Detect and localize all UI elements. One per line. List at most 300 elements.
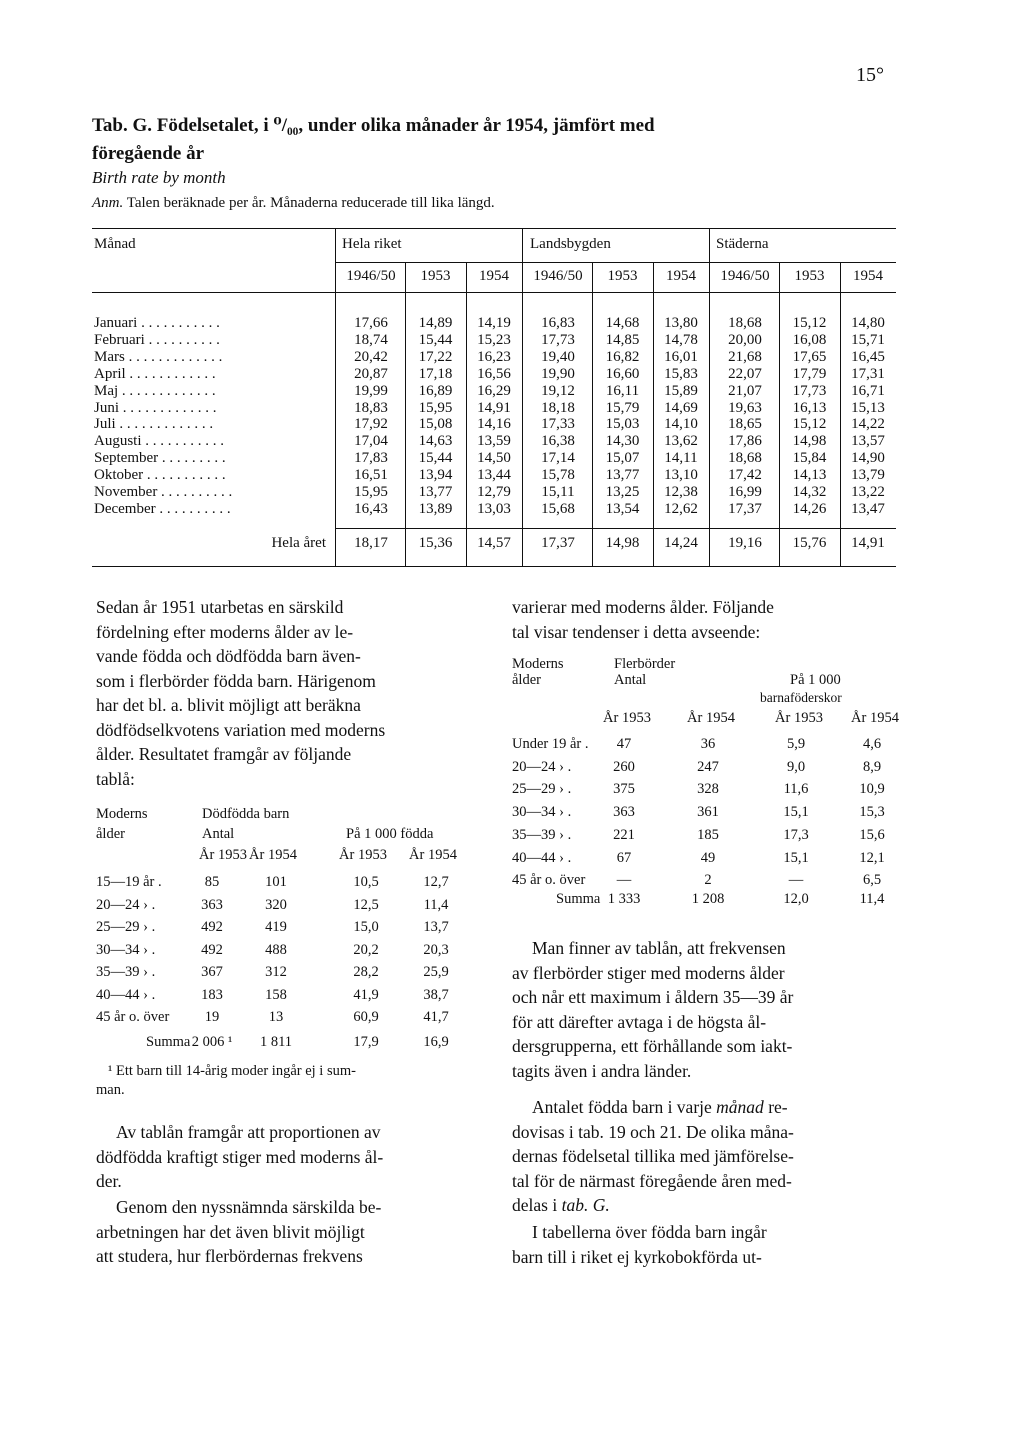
st-cell: 10,5	[353, 874, 379, 890]
col-divider	[840, 262, 841, 566]
mb-year-header: År 1953	[775, 710, 823, 726]
text-line: I tabellerna över födda barn ingår	[532, 1222, 767, 1242]
table-cell: 17,79	[792, 365, 827, 382]
year-header: 1953	[607, 268, 638, 284]
st-h-alder: ålder	[96, 826, 125, 842]
table-cell: 14,19	[477, 315, 511, 331]
table-cell: 15,13	[851, 399, 885, 416]
table-cell: 14,69	[664, 399, 698, 416]
table-cell: 16,45	[851, 348, 885, 365]
year-header: 1954	[853, 268, 883, 284]
table-cell: 19,40	[541, 348, 575, 365]
table-cell: 14,26	[792, 500, 827, 517]
text-line: tagits även i andra länder.	[512, 1060, 692, 1081]
table-cell: 16,01	[664, 348, 698, 365]
text-line: dernas födelsetal tillika med jämförelse-	[512, 1146, 794, 1166]
table-cell: 13,94	[418, 467, 453, 484]
text-line: dödfödselkvotens variation med moderns	[96, 719, 386, 740]
st-year-header: År 1954	[409, 847, 457, 863]
table-cell: 16,89	[418, 382, 453, 399]
age-label: 40—44 › .	[512, 849, 572, 866]
year-header: 1946/50	[533, 268, 583, 284]
table-cell: 17,14	[541, 450, 575, 467]
table-cell: 19,63	[728, 399, 762, 416]
st-sum-cell: 17,9	[353, 1034, 379, 1050]
table-cell: 14,85	[605, 331, 640, 348]
table-title	[92, 112, 792, 168]
table-cell: 15,08	[418, 416, 453, 433]
table-cell: 16,43	[354, 500, 388, 517]
month-label: Maj . . . . . . . . . . . . .	[94, 382, 216, 399]
table-title-line2: föregående år	[92, 143, 205, 164]
mb-cell: 15,6	[859, 826, 885, 843]
table-cell: 13,79	[851, 467, 885, 484]
table-cell: 17,42	[728, 467, 762, 484]
month-label: September . . . . . . . . .	[94, 450, 226, 467]
footnote	[96, 1062, 478, 1100]
text-line: dödfödda kraftigt stiger med moderns ål-	[96, 1146, 384, 1167]
mb-cell: —	[616, 872, 632, 889]
table-cell: 15,79	[605, 399, 640, 416]
mb-year-header: År 1954	[687, 710, 735, 726]
text-line: barn till i riket ej kyrkobokförda ut-	[512, 1246, 762, 1267]
year-header: 1954	[666, 268, 696, 284]
age-label: 15—19 år .	[96, 874, 162, 890]
col-divider	[466, 262, 467, 566]
text-line: Av tablån framgår att proportionen av	[116, 1122, 381, 1142]
mb-cell: 221	[613, 826, 635, 843]
table-cell: 16,11	[605, 382, 640, 399]
table-cell: 19,90	[541, 365, 575, 382]
text-line: dovisas i tab. 19 och 21. De olika måna-	[512, 1121, 794, 1142]
st-cell: 20,2	[353, 941, 379, 958]
table-cell: 14,68	[605, 315, 640, 331]
table-cell: 14,91	[477, 399, 511, 416]
mb-cell: 361	[697, 804, 719, 821]
st-cell: 101	[265, 874, 287, 890]
text-run: Antalet födda barn i varje	[532, 1097, 712, 1117]
text-line: Genom den nyssnämnda särskilda be-	[116, 1197, 382, 1217]
st-cell: 320	[265, 896, 287, 913]
table-cell: 14,16	[477, 416, 511, 433]
mb-cell: 6,5	[862, 872, 882, 889]
left-paragraph-1	[96, 595, 478, 791]
mb-cell: 36	[700, 736, 716, 752]
text-line: och når ett maximum i åldern 35—39 år	[512, 987, 794, 1007]
group-header-staderna: Städerna	[716, 236, 769, 252]
st-h-antal: Antal	[202, 826, 235, 842]
text-line: att studera, hur flerbördernas frekvens	[96, 1246, 363, 1266]
st-cell: 183	[201, 986, 223, 1003]
table-cell: 13,47	[851, 500, 885, 517]
mb-h-barnafod: barnaföderskor	[760, 690, 842, 705]
table-cell: 14,98	[792, 433, 827, 450]
table-cell: 15,44	[418, 450, 453, 467]
st-cell: 312	[265, 964, 287, 980]
table-cell: 17,73	[541, 331, 575, 348]
month-label: Januari . . . . . . . . . . .	[94, 315, 220, 331]
table-cell: 17,31	[851, 365, 885, 382]
st-sum-cell: 16,9	[423, 1034, 449, 1050]
text-run: delas i	[512, 1195, 558, 1215]
table-cell: 16,56	[477, 365, 511, 382]
text-line: varierar med moderns ålder. Följande	[512, 597, 774, 617]
text-line: tal för de närmast föregående åren med-	[512, 1170, 792, 1191]
table-cell: 16,29	[477, 382, 511, 399]
total-cell: 14,57	[477, 535, 511, 551]
mb-h-antal: Antal	[614, 672, 647, 688]
text-line	[512, 1193, 896, 1218]
col-divider	[779, 262, 780, 566]
table-cell: 21,68	[728, 348, 762, 365]
st-h-moderns: Moderns	[96, 806, 148, 822]
st-cell: 85	[204, 874, 220, 890]
table-cell: 14,80	[851, 315, 885, 331]
text-line: der.	[96, 1171, 122, 1191]
table-cell: 16,08	[792, 331, 827, 348]
st-cell: 25,9	[423, 964, 449, 980]
table-cell: 17,83	[354, 450, 388, 467]
col-header-month: Månad	[94, 236, 136, 252]
note-label: Anm.	[92, 195, 124, 211]
table-cell: 15,83	[664, 365, 698, 382]
mb-cell: 12,1	[859, 849, 885, 866]
table-cell: 17,73	[792, 382, 827, 399]
table-cell: 13,22	[851, 484, 885, 500]
right-paragraph-1	[512, 595, 896, 644]
table-cell: 15,23	[477, 331, 511, 348]
mb-h-alder: ålder	[512, 672, 541, 688]
mb-cell: 260	[613, 758, 635, 775]
left-paragraph-3	[96, 1195, 478, 1269]
month-label: Februari . . . . . . . . . .	[94, 331, 220, 348]
st-cell: 492	[201, 919, 223, 935]
text-line: av flerbörder stiger med moderns ålder	[512, 962, 785, 983]
table-cell: 15,11	[541, 484, 575, 500]
mb-cell: 11,6	[783, 781, 809, 798]
table-cell: 13,77	[418, 484, 453, 500]
mb-cell: 67	[616, 849, 632, 866]
st-h-dodfodda: Dödfödda barn	[202, 806, 290, 822]
footnote-line: man.	[96, 1082, 125, 1098]
st-year-header: År 1953	[339, 847, 387, 863]
table-cell: 14,50	[477, 450, 511, 467]
st-year-header: År 1953	[199, 847, 247, 863]
st-cell: 60,9	[353, 1009, 379, 1025]
st-cell: 13	[268, 1009, 284, 1025]
mb-cell: 5,9	[786, 736, 806, 752]
table-cell: 17,92	[354, 416, 388, 433]
total-label: Hela året	[271, 535, 326, 551]
right-paragraph-3	[512, 1095, 896, 1218]
table-cell: 15,95	[418, 399, 453, 416]
table-cell: 12,38	[664, 484, 698, 500]
footnote-line: ¹ Ett barn till 14-årig moder ingår ej i sum-	[108, 1063, 356, 1079]
st-cell: 158	[265, 986, 287, 1003]
table-cell: 18,65	[728, 416, 762, 433]
mb-cell: 2	[704, 872, 712, 889]
st-cell: 38,7	[423, 986, 449, 1003]
st-cell: 28,2	[353, 964, 379, 980]
mb-h-flerborder: Flerbörder	[614, 656, 676, 672]
col-divider	[405, 262, 406, 566]
age-label: 45 år o. över	[96, 1009, 170, 1025]
total-cell: 18,17	[354, 535, 388, 551]
table-cell: 13,62	[664, 433, 698, 450]
table-cell: 16,13	[792, 399, 827, 416]
table-cell: 13,03	[477, 500, 511, 517]
st-h-pa1000: På 1 000 födda	[346, 826, 434, 842]
st-cell: 41,9	[353, 986, 379, 1003]
mb-cell: 9,0	[786, 758, 806, 775]
mb-sum-cell: 1 333	[607, 891, 641, 907]
month-label: November . . . . . . . . . .	[94, 484, 233, 500]
mb-cell: 15,3	[859, 804, 885, 821]
group-rule	[335, 262, 896, 263]
total-rule	[335, 528, 896, 529]
table-cell: 17,65	[792, 348, 827, 365]
st-cell: 12,7	[423, 874, 449, 890]
table-cell: 14,63	[418, 433, 453, 450]
right-paragraph-4	[512, 1220, 896, 1269]
month-label: Juli . . . . . . . . . . . . .	[94, 416, 214, 433]
note-text: Talen beräknade per år. Månaderna reducerade till lika längd.	[126, 195, 495, 211]
age-label: 30—34 › .	[512, 804, 572, 821]
mb-cell: 47	[616, 736, 632, 752]
table-cell: 17,37	[728, 500, 762, 517]
mb-cell: 15,1	[783, 804, 809, 821]
table-cell: 17,66	[354, 315, 388, 331]
mb-cell: 17,3	[783, 826, 809, 843]
age-label: 40—44 › .	[96, 986, 156, 1003]
mb-cell: 185	[697, 826, 719, 843]
table-cell: 18,18	[541, 399, 575, 416]
age-label: 45 år o. över	[512, 872, 586, 889]
table-cell: 16,51	[354, 467, 388, 484]
col-divider	[522, 228, 523, 566]
st-year-header: År 1954	[249, 847, 297, 863]
table-cell: 13,10	[664, 467, 698, 484]
right-paragraph-2	[512, 936, 896, 1083]
table-cell: 15,12	[792, 315, 827, 331]
year-header: 1946/50	[720, 268, 770, 284]
st-cell: 41,7	[423, 1009, 449, 1025]
month-label: Juni . . . . . . . . . . . . .	[94, 399, 217, 416]
english-subtitle: Birth rate by month	[92, 168, 226, 187]
sum-label: Summa	[146, 1034, 191, 1050]
table-cell: 12,79	[477, 484, 511, 500]
table-cell: 14,89	[418, 315, 453, 331]
table-cell: 15,07	[605, 450, 640, 467]
left-paragraph-2	[96, 1120, 478, 1194]
text-line: ålder. Resultatet framgår av följande	[96, 744, 352, 764]
table-cell: 15,68	[541, 500, 575, 517]
age-label: 20—24 › .	[96, 896, 156, 913]
table-cell: 20,42	[354, 348, 388, 365]
total-cell: 15,36	[418, 535, 453, 551]
age-label: 25—29 › .	[512, 781, 572, 798]
table-top-rule	[92, 228, 896, 229]
col-divider	[592, 262, 593, 566]
mb-cell: 4,6	[862, 736, 882, 752]
table-cell: 14,22	[851, 416, 885, 433]
table-cell: 15,95	[354, 484, 388, 500]
table-cell: 21,07	[728, 382, 762, 399]
table-cell: 13,25	[605, 484, 640, 500]
mb-cell: 328	[697, 781, 719, 798]
mb-cell: 10,9	[859, 781, 885, 798]
text-line: vande födda och dödfödda barn även-	[96, 646, 361, 666]
table-cell: 16,60	[605, 365, 640, 382]
text-line: dersgrupperna, ett förhållande som iakt-	[512, 1036, 793, 1056]
mb-h-pa1000: På 1 000	[790, 672, 841, 688]
table-cell: 13,59	[477, 433, 511, 450]
table-cell: 19,12	[541, 382, 575, 399]
table-cell: 16,71	[851, 382, 885, 399]
st-cell: 419	[265, 919, 287, 935]
table-cell: 16,83	[541, 315, 575, 331]
age-label: 25—29 › .	[96, 919, 156, 935]
total-cell: 14,91	[851, 535, 885, 551]
text-line	[512, 1095, 896, 1120]
table-cell: 15,03	[605, 416, 640, 433]
table-cell: 13,80	[664, 315, 698, 331]
table-cell: 17,33	[541, 416, 575, 433]
table-cell: 12,62	[664, 500, 698, 517]
table-cell: 15,78	[541, 467, 575, 484]
table-cell: 15,84	[792, 450, 827, 467]
table-cell: 14,13	[792, 467, 827, 484]
table-note	[92, 195, 495, 212]
mb-cell: 363	[613, 804, 635, 821]
table-cell: 14,30	[605, 433, 640, 450]
year-header: 1954	[479, 268, 509, 284]
table-cell: 15,89	[664, 382, 698, 399]
mb-sum-cell: 12,0	[783, 891, 809, 907]
col-divider	[653, 262, 654, 566]
mb-year-header: År 1953	[603, 710, 651, 726]
emphasis-text: månad	[716, 1097, 764, 1117]
mb-cell: 49	[700, 849, 716, 866]
month-label: Oktober . . . . . . . . . . .	[94, 467, 226, 484]
table-cell: 20,00	[728, 331, 762, 348]
st-cell: 13,7	[423, 919, 449, 935]
st-cell: 12,5	[353, 896, 379, 913]
st-cell: 11,4	[423, 896, 449, 913]
st-sum-cell: 2 006 ¹	[191, 1034, 233, 1050]
age-label: 30—34 › .	[96, 941, 156, 958]
sum-label: Summa	[556, 891, 601, 907]
mb-cell: 15,1	[783, 849, 809, 866]
total-cell: 15,76	[792, 535, 827, 551]
table-cell: 17,04	[354, 433, 388, 450]
st-cell: 488	[265, 941, 287, 958]
table-cell: 13,89	[418, 500, 453, 517]
table-cell: 17,22	[418, 348, 453, 365]
table-cell: 17,18	[418, 365, 453, 382]
table-cell: 15,71	[851, 331, 885, 348]
table-cell: 13,54	[605, 500, 640, 517]
text-run: re-	[768, 1097, 788, 1117]
table-bottom-rule	[92, 566, 896, 567]
mb-cell: 8,9	[862, 758, 882, 775]
age-label: 35—39 › .	[96, 964, 156, 980]
text-line: för att därefter avtaga i de högsta ål-	[512, 1011, 767, 1032]
year-header: 1953	[794, 268, 825, 284]
year-header: 1946/50	[346, 268, 396, 284]
text-line: arbetningen har det även blivit möjligt	[96, 1221, 365, 1242]
table-cell: 15,44	[418, 331, 453, 348]
mb-h-moderns: Moderns	[512, 656, 564, 672]
text-line: har det bl. a. blivit möjligt att beräkna	[96, 695, 361, 715]
st-cell: 363	[201, 896, 223, 913]
table-cell: 16,38	[541, 433, 575, 450]
table-cell: 14,78	[664, 331, 698, 348]
table-cell: 13,77	[605, 467, 640, 484]
table-cell: 14,10	[664, 416, 698, 433]
total-cell: 14,24	[664, 535, 698, 551]
month-label: Mars . . . . . . . . . . . . .	[94, 348, 223, 365]
text-line: som i flerbörder födda barn. Härigenom	[96, 670, 376, 691]
text-line: tal visar tendenser i detta avseende:	[512, 621, 761, 642]
table-cell: 13,57	[851, 433, 885, 450]
table-cell: 22,07	[728, 365, 762, 382]
emphasis-text: tab. G.	[561, 1195, 610, 1215]
group-header-landsbygden: Landsbygden	[530, 236, 611, 252]
table-cell: 18,68	[728, 450, 762, 467]
age-label: Under 19 år .	[512, 736, 589, 752]
mb-sum-cell: 1 208	[691, 891, 725, 907]
mb-cell: 247	[697, 758, 719, 775]
table-cell: 20,87	[354, 365, 388, 382]
st-sum-cell: 1 811	[259, 1034, 293, 1050]
table-cell: 15,12	[792, 416, 827, 433]
table-title-line1: Tab. G. Födelsetalet, i ⁰/₀₀, under olika månader år 1954, jämfört med	[92, 115, 655, 136]
text-line: tablå:	[96, 768, 135, 789]
month-label: December . . . . . . . . . .	[94, 500, 231, 517]
table-cell: 18,68	[728, 315, 762, 331]
table-cell: 17,86	[728, 433, 762, 450]
st-cell: 20,3	[423, 941, 449, 958]
mb-cell: —	[788, 872, 804, 889]
text-line: Sedan år 1951 utarbetas en särskild	[96, 597, 344, 617]
st-cell: 19	[204, 1009, 220, 1025]
age-label: 20—24 › .	[512, 758, 572, 775]
mb-sum-cell: 11,4	[859, 891, 885, 907]
total-cell: 17,37	[541, 535, 575, 551]
table-cell: 16,99	[728, 484, 762, 500]
group-header-riket: Hela riket	[342, 236, 402, 252]
table-cell: 14,90	[851, 450, 885, 467]
table-cell: 19,99	[354, 382, 388, 399]
text-line: Man finner av tablån, att frekvensen	[532, 938, 786, 958]
table-cell: 18,83	[354, 399, 388, 416]
col-divider	[335, 228, 336, 566]
table-cell: 13,44	[477, 467, 511, 484]
mb-cell: 375	[613, 781, 635, 798]
col-divider	[709, 228, 710, 566]
table-cell: 16,82	[605, 348, 640, 365]
st-cell: 492	[201, 941, 223, 958]
text-line: fördelning efter moderns ålder av le-	[96, 621, 354, 642]
total-cell: 14,98	[605, 535, 640, 551]
st-cell: 15,0	[353, 919, 379, 935]
year-header: 1953	[420, 268, 451, 284]
table-cell: 16,23	[477, 348, 511, 365]
table-cell: 14,32	[792, 484, 827, 500]
month-label: April . . . . . . . . . . . .	[94, 365, 216, 382]
header-bottom-rule	[92, 292, 896, 293]
